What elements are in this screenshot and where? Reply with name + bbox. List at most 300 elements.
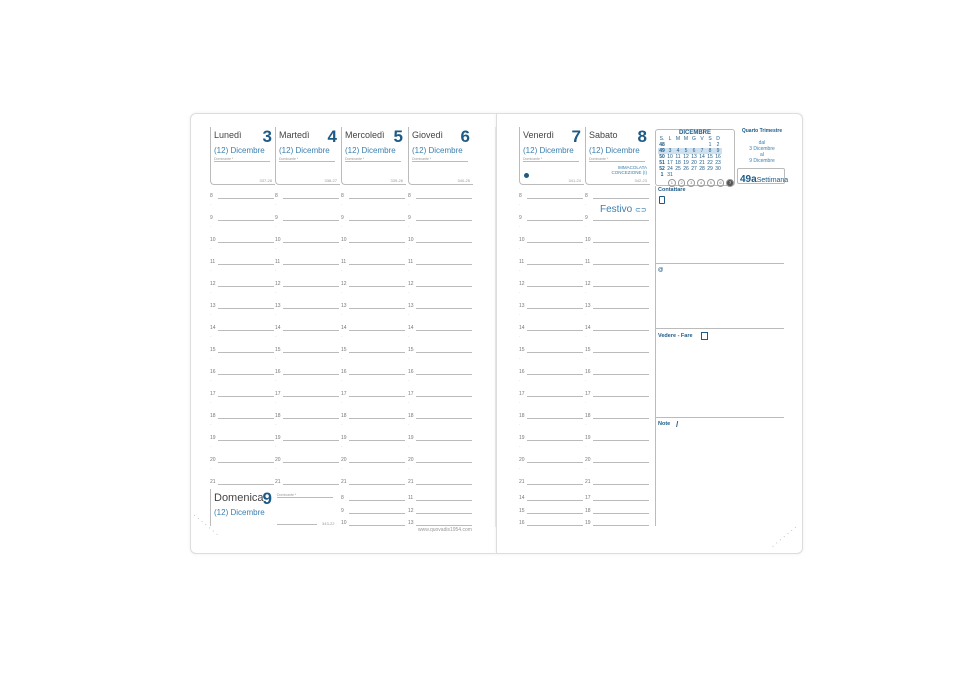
hour-line [416,513,472,514]
corner-perforation: · · · · · · · [190,510,222,539]
hour-line [527,264,583,265]
day-header [210,127,275,185]
calendar-day: 23 [715,160,721,166]
hour-line [283,264,339,265]
hour-row[interactable] [341,366,405,376]
calendar-header: M [675,136,681,142]
calendar-day: 19 [683,160,689,166]
week-number: 50 [659,154,665,160]
half-hour-mark: · [408,444,410,450]
hour-label: 9 [519,215,522,221]
hour-row[interactable] [519,476,583,486]
hour-line [527,374,583,375]
hour-row[interactable] [408,432,472,442]
hour-line [593,500,649,501]
hour-row[interactable] [275,212,339,222]
week-badge: 49aSettimana [737,168,785,184]
hour-row[interactable] [210,366,274,376]
hour-line [527,440,583,441]
half-hour-mark: · [275,422,277,428]
half-hour-mark: · [341,334,343,340]
hour-line [593,525,649,526]
hour-line [527,525,583,526]
hour-row[interactable] [275,432,339,442]
hour-row[interactable] [341,432,405,442]
hour-row[interactable] [519,366,583,376]
hour-row[interactable] [275,256,339,266]
half-hour-mark: · [519,400,521,406]
half-hour-mark: · [519,466,521,472]
hour-row[interactable] [341,344,405,354]
hour-line [349,462,405,463]
day-count: 337-28 [259,178,272,183]
hour-line [416,500,472,501]
day-month: (12) Dicembre [345,146,396,155]
hour-row[interactable] [585,344,649,354]
calendar-day: 31 [667,172,673,178]
todo-label: Vedere - Fare [658,333,693,339]
hour-label: 12 [519,281,525,287]
half-hour-mark: · [341,356,343,362]
hour-line [283,418,339,419]
hour-row[interactable] [585,234,649,244]
hour-label: 20 [341,457,347,463]
hour-line [218,440,274,441]
hour-line [593,330,649,331]
clipboard-icon [701,332,708,340]
dominante-field[interactable]: Dominante * [345,157,401,162]
hour-label: 14 [585,325,591,331]
half-hour-mark: · [341,400,343,406]
hour-label: 15 [275,347,281,353]
hour-row[interactable] [585,322,649,332]
calendar-header: G [692,136,696,142]
day-name: Mercoledì [345,130,385,140]
hour-label: 19 [408,435,414,441]
hour-label: 14 [408,325,414,331]
hour-line [593,286,649,287]
hour-row[interactable] [408,492,472,502]
half-hour-mark: · [275,400,277,406]
hour-line [283,484,339,485]
hour-row[interactable] [275,234,339,244]
hour-row[interactable] [585,300,649,310]
hour-row[interactable] [519,322,583,332]
calendar-day: 27 [691,166,697,172]
calendar-day: 16 [715,154,721,160]
hour-row[interactable] [210,388,274,398]
hour-label: 18 [275,413,281,419]
hour-line [416,264,472,265]
half-hour-mark: · [408,334,410,340]
hour-row[interactable] [519,454,583,464]
dominante-field[interactable]: Dominante * [523,157,579,162]
hour-line [218,286,274,287]
hour-label: 12 [210,281,216,287]
calendar-day: 6 [692,148,696,154]
hour-label: 20 [275,457,281,463]
hour-label: 10 [341,520,347,526]
hour-label: 15 [519,507,525,514]
hour-label: 17 [341,391,347,397]
hour-line [593,418,649,419]
hour-label: 9 [341,507,344,514]
hour-row[interactable] [275,410,339,420]
hour-row[interactable] [210,256,274,266]
panel-divider [655,186,656,526]
hour-row[interactable] [585,410,649,420]
hour-label: 10 [341,237,347,243]
half-hour-mark: · [519,202,521,208]
hour-row[interactable] [275,476,339,486]
hour-row[interactable] [519,505,583,515]
hour-row[interactable] [408,344,472,354]
hour-line [218,198,274,199]
hour-row[interactable] [275,190,339,200]
calendar-header: S. [659,136,665,142]
hour-label: 14 [519,325,525,331]
calendar-day: 13 [691,154,697,160]
hour-row[interactable] [408,256,472,266]
hour-row[interactable] [585,256,649,266]
half-hour-mark: · [408,202,410,208]
day-name: Lunedì [214,130,242,140]
half-hour-mark: · [210,378,212,384]
half-hour-mark: · [275,466,277,472]
hour-row[interactable] [519,388,583,398]
day-name: Venerdì [523,130,555,140]
hour-row[interactable] [341,300,405,310]
hour-line [593,264,649,265]
half-hour-mark: · [408,268,410,274]
hour-label: 20 [585,457,591,463]
half-hour-mark: · [210,334,212,340]
hour-label: 11 [408,259,414,265]
hour-line [283,374,339,375]
day-header [408,127,473,185]
hour-row[interactable] [585,432,649,442]
hour-row[interactable] [585,454,649,464]
hour-row[interactable] [210,344,274,354]
hour-label: 18 [519,413,525,419]
hour-row[interactable] [408,388,472,398]
hour-row[interactable] [585,212,649,222]
hour-label: 19 [210,435,216,441]
half-hour-mark: · [519,268,521,274]
hour-row[interactable] [210,432,274,442]
hour-label: 13 [408,520,414,526]
divider [656,328,784,329]
hour-line [593,198,649,199]
hour-row[interactable] [275,322,339,332]
hour-row[interactable] [341,278,405,288]
hour-line [218,396,274,397]
half-hour-mark: · [585,290,587,296]
half-hour-mark: · [585,422,587,428]
hour-line [349,440,405,441]
hour-label: 8 [341,193,344,199]
hour-row[interactable] [341,476,405,486]
hour-row[interactable] [408,190,472,200]
hour-row[interactable] [341,454,405,464]
hour-row[interactable] [408,505,472,515]
hour-line [349,352,405,353]
half-hour-mark: · [210,290,212,296]
day-header [275,127,340,185]
hour-row[interactable] [275,366,339,376]
half-hour-mark: · [585,268,587,274]
hour-label: 10 [275,237,281,243]
half-hour-mark: · [341,224,343,230]
hour-row[interactable] [341,212,405,222]
moon-icon [524,173,529,178]
day-name: Giovedì [412,130,444,140]
hour-line [593,440,649,441]
hour-row[interactable] [519,234,583,244]
dominante-field[interactable]: Dominante * [412,157,468,162]
hour-row[interactable] [519,492,583,502]
half-hour-mark: · [210,268,212,274]
mini-calendar [655,129,735,186]
hour-row[interactable] [408,300,472,310]
hour-label: 12 [408,507,414,514]
hour-row[interactable] [585,388,649,398]
calendar-day: 30 [715,166,721,172]
hour-label: 17 [585,495,591,501]
hour-row[interactable] [210,410,274,420]
hour-label: 19 [275,435,281,441]
hour-line [416,525,472,526]
hour-row[interactable] [408,454,472,464]
half-hour-mark: · [341,268,343,274]
hour-label: 11 [408,495,414,501]
hour-label: 17 [275,391,281,397]
half-hour-mark: · [408,466,410,472]
hour-row[interactable] [210,476,274,486]
half-hour-mark: · [341,422,343,428]
half-hour-mark: · [519,224,521,230]
hour-label: 11 [585,259,591,265]
day-number: 6 [460,127,470,146]
hour-line [349,220,405,221]
day-header [341,127,406,185]
hour-row[interactable] [408,366,472,376]
hour-label: 15 [519,347,525,353]
hour-row[interactable] [585,517,649,527]
hour-line [527,484,583,485]
hour-row[interactable] [210,190,274,200]
hour-row[interactable] [341,410,405,420]
calendar-day: 22 [707,160,713,166]
calendar-day: 11 [675,154,681,160]
half-hour-mark: · [210,246,212,252]
hour-row[interactable] [210,278,274,288]
hour-line [416,462,472,463]
hour-row[interactable] [275,300,339,310]
hour-label: 17 [519,391,525,397]
hour-line [283,220,339,221]
hour-row[interactable] [341,322,405,332]
hour-line [416,198,472,199]
week-number: 1 [660,172,664,178]
hour-row[interactable] [519,212,583,222]
hour-label: 9 [275,215,278,221]
hour-label: 21 [341,479,347,485]
hour-line [527,198,583,199]
half-hour-mark: · [519,356,521,362]
half-hour-mark: · [275,224,277,230]
hour-label: 8 [341,495,344,501]
contact-label: Contattare [658,187,686,193]
hour-label: 14 [519,495,525,501]
hour-row[interactable] [341,190,405,200]
half-hour-mark: · [275,312,277,318]
hour-row[interactable] [210,454,274,464]
hour-row[interactable] [341,388,405,398]
hour-row[interactable] [275,344,339,354]
hour-row[interactable] [210,234,274,244]
corner-perforation: · · · · · · · [768,522,800,551]
hour-row[interactable] [341,256,405,266]
hour-label: 16 [585,369,591,375]
hour-row[interactable] [585,492,649,502]
hour-line [218,330,274,331]
dominante-field[interactable]: Dominante * [214,157,270,162]
hour-line [416,418,472,419]
hour-row[interactable] [585,278,649,288]
sunday-dominante: Dominante * [277,493,333,498]
hour-row[interactable] [408,278,472,288]
calendar-day: 29 [707,166,713,172]
half-hour-mark: · [585,356,587,362]
hour-line [527,462,583,463]
hour-label: 21 [275,479,281,485]
hour-row[interactable] [519,410,583,420]
divider [656,263,784,264]
hour-label: 11 [341,259,347,265]
hour-row[interactable] [585,505,649,515]
hour-line [349,264,405,265]
hour-row[interactable] [408,476,472,486]
hour-row[interactable] [408,517,472,527]
hour-row[interactable] [341,517,405,527]
calendar-day [714,172,722,178]
half-hour-mark: · [519,312,521,318]
hour-label: 16 [408,369,414,375]
festivo-label: Festivo ⊂⊃ [600,204,647,215]
calendar-header: L [668,136,672,142]
dominante-field[interactable]: Dominante * [279,157,335,162]
week-number: 48 [659,142,665,148]
half-hour-mark: · [585,400,587,406]
calendar-day: 18 [675,160,681,166]
weekday-circle: 3 [687,179,695,187]
hour-row[interactable] [210,322,274,332]
half-hour-mark: · [341,378,343,384]
hour-row[interactable] [341,492,405,502]
hour-label: 13 [408,303,414,309]
hour-row[interactable] [519,344,583,354]
hour-label: 12 [341,281,347,287]
hour-row[interactable] [210,212,274,222]
hour-row[interactable] [210,300,274,310]
hour-row[interactable] [408,322,472,332]
calendar-day [690,172,698,178]
hour-row[interactable] [519,278,583,288]
hour-line [527,286,583,287]
hour-row[interactable] [341,234,405,244]
hour-row[interactable] [519,517,583,527]
half-hour-mark: · [210,466,212,472]
hour-line [349,500,405,501]
day-count: 340-25 [457,178,470,183]
hour-label: 16 [519,520,525,526]
hour-row[interactable] [341,505,405,515]
hour-row[interactable] [408,212,472,222]
calendar-day: 4 [676,148,680,154]
hour-line [349,418,405,419]
dominante-field[interactable]: Dominante * [589,157,645,162]
day-number: 8 [637,127,647,146]
hour-row[interactable] [519,300,583,310]
hour-row[interactable] [275,388,339,398]
hour-row[interactable] [408,234,472,244]
hour-row[interactable] [275,454,339,464]
hour-line [416,286,472,287]
hour-line [218,264,274,265]
hour-line [283,462,339,463]
hour-label: 8 [210,193,213,199]
weekday-circle: 1 [668,179,676,187]
day-month: (12) Dicembre [523,146,574,155]
half-hour-mark: · [585,202,587,208]
hour-line [527,330,583,331]
hour-row[interactable] [519,432,583,442]
hour-row[interactable] [519,190,583,200]
half-hour-mark: · [408,290,410,296]
hour-label: 20 [408,457,414,463]
day-month: (12) Dicembre [214,146,265,155]
day-count: 341-24 [568,178,581,183]
hour-line [218,418,274,419]
hour-row[interactable] [585,476,649,486]
day-name: Martedì [279,130,310,140]
calendar-day: 24 [667,166,673,172]
hour-line [593,462,649,463]
day-number: 3 [262,127,272,146]
half-hour-mark: · [585,444,587,450]
calendar-day: 12 [683,154,689,160]
sunday-box: Domenica 9 (12) Dicembre [210,489,275,526]
hour-line [283,330,339,331]
hour-row[interactable] [585,366,649,376]
hour-row[interactable] [519,256,583,266]
day-name: Sabato [589,130,618,140]
calendar-header: M [683,136,689,142]
hour-label: 9 [341,215,344,221]
half-hour-mark: · [210,444,212,450]
hour-line [416,308,472,309]
hour-row[interactable] [585,190,649,200]
hour-label: 8 [585,193,588,199]
hour-row[interactable] [275,278,339,288]
hour-label: 9 [210,215,213,221]
half-hour-mark: · [275,246,277,252]
hour-line [349,198,405,199]
hour-label: 18 [341,413,347,419]
hour-row[interactable] [408,410,472,420]
hour-label: 13 [210,303,216,309]
